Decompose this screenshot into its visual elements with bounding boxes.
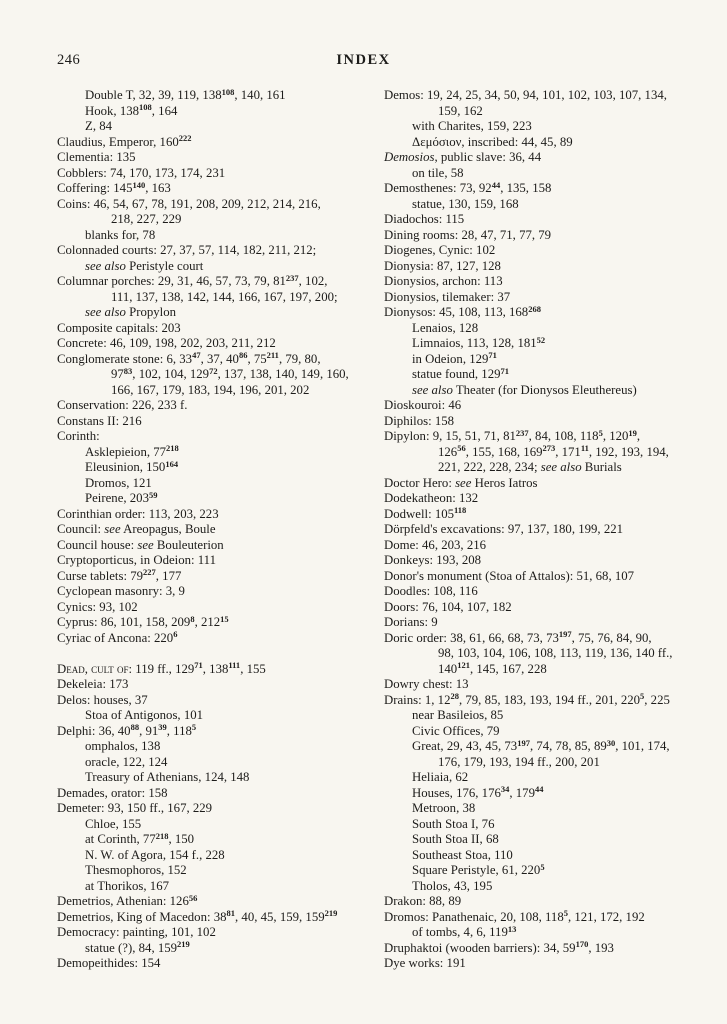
index-entry-line: Curse tablets: $79^{227}$, 177	[57, 567, 182, 583]
index-entry-line: Demetrios, King of Macedon: $38^{81}$, 40, 45, 159, $159^{219}$	[57, 908, 338, 924]
index-entry-line: Civic Offices, 79	[412, 723, 500, 738]
index-entry-line: 98, 103, 104, 106, 108, 113, 119, 136, 140 ff.,	[438, 646, 673, 660]
index-entry-line: Dionysia: 87, 127, 128	[384, 258, 501, 273]
index-entry-line: Dionysos: 45, 108, 113, $168^{268}$	[384, 303, 541, 319]
index-entry-line: statue, 130, 159, 168	[412, 196, 519, 211]
index-entry-line: Peirene, $203^{59}$	[85, 489, 158, 505]
index-entry-line: Tholos, 43, 195	[412, 878, 493, 893]
index-entry-line: statue (?), 84, $159^{219}$	[85, 939, 190, 955]
footnote-superscript: 34	[500, 784, 510, 794]
footnote-superscript: 108	[139, 102, 152, 112]
footnote-superscript: 5	[640, 691, 645, 701]
index-entry-line: Dionysios, archon: 113	[384, 274, 503, 288]
index-entry-line: Diogenes, Cynic: 102	[384, 243, 496, 257]
index-entry-line: 218, 227, 229	[111, 212, 182, 226]
index-entry-line: 176, 179, 193, 194 ff., 200, 201	[438, 754, 600, 769]
index-entry-line: Chloe, 155	[85, 816, 142, 831]
footnote-superscript: 140	[132, 179, 146, 190]
index-entry-line: Demos: 19, 24, 25, 34, 50, 94, 101, 102, 103, 107, 134,	[384, 88, 667, 102]
index-entry-line: Cobblers: 74, 170, 173, 174, 231	[57, 165, 226, 180]
index-entry-line: see also Peristyle court	[85, 258, 204, 273]
page-title: INDEX	[336, 52, 391, 68]
index-entry-line: in Odeion, $129^{71}$	[412, 350, 497, 366]
index-entry-line: Houses, 176, $176^{34}$, $179^{44}$	[412, 784, 544, 800]
index-entry-line: see also Propylon	[85, 305, 177, 319]
footnote-superscript: 56	[457, 443, 466, 453]
index-entry-line: Dörpfeld's excavations: 97, 137, 180, 199, 221	[384, 522, 624, 536]
index-entry-line: $97^{83}$, 102, 104, $129^{72}$, 137, 138, 140, 149, 160,	[111, 365, 349, 381]
index-entry-line: Limnaios, 113, 128, $181^{52}$	[412, 334, 546, 350]
index-entry-line: Dodwell: $105^{118}$	[384, 505, 467, 521]
footnote-superscript: 218	[166, 443, 179, 453]
index-entry-line: Demosios, public slave: 36, 44	[384, 150, 542, 164]
index-entry-line: blanks for, 78	[85, 227, 156, 242]
index-column-right	[384, 88, 699, 972]
footnote-superscript: 44	[534, 784, 544, 794]
index-entry-line: $126^{56}$, 155, 168, $169^{273}$, $171^{11}$, 192, 193, 194,	[438, 443, 669, 459]
index-entry-line: Dromos: Panathenaic, 20, 108, $118^5$, 121, 172, 192	[384, 908, 645, 924]
index-entry-line: Dome: 46, 203, 216	[384, 537, 487, 552]
footnote-superscript: 197	[558, 629, 572, 639]
index-entry-line: Demades, orator: 158	[57, 785, 168, 800]
index-columns	[57, 88, 699, 972]
footnote-superscript: 219	[324, 908, 338, 918]
index-entry-line: Corinthian order: 113, 203, 223	[57, 506, 219, 521]
index-entry-line: Dioskouroi: 46	[384, 398, 462, 412]
footnote-superscript: 170	[575, 939, 589, 949]
footnote-superscript: 121	[457, 660, 470, 670]
index-entry-line: Heliaia, 62	[412, 770, 469, 784]
italic-text: see	[104, 522, 121, 536]
index-entry-line: Stoa of Antigonos, 101	[85, 708, 204, 722]
index-entry-line: Doors: 76, 104, 107, 182	[384, 599, 512, 614]
footnote-superscript: 88	[130, 722, 140, 732]
footnote-superscript: 218	[155, 830, 169, 841]
index-column-left	[57, 88, 372, 972]
footnote-superscript: 237	[285, 272, 299, 283]
index-entry-line: Demosthenes: 73, $92^{44}$, 135, 158	[384, 179, 552, 195]
footnote-superscript: 11	[580, 443, 589, 453]
page-header	[0, 52, 727, 72]
index-entry-line: Diadochos: 115	[384, 212, 465, 226]
italic-text: see	[137, 537, 154, 552]
index-entry-line: Diphilos: 158	[384, 413, 455, 428]
index-entry-line: Clementia: 135	[57, 150, 136, 164]
italic-text: see also	[85, 258, 126, 273]
index-entry-line: Conservation: 226, 233 f.	[57, 398, 188, 412]
index-entry-line: of tombs, 4, 6, $119^{13}$	[412, 923, 517, 939]
index-entry-line: $140^{121}$, 145, 167, 228	[438, 660, 547, 676]
index-entry-line: Donor's monument (Stoa of Attalos): 51, 68, 107	[384, 568, 635, 583]
index-entry-line: Cyprus: 86, 101, 158, $209^8$, $212^{15}$	[57, 613, 229, 629]
footnote-superscript: 211	[266, 350, 279, 360]
index-entry-line: Claudius, Emperor, $160^{222}$	[57, 133, 192, 149]
footnote-superscript: 6	[173, 629, 178, 639]
footnote-superscript: 273	[542, 443, 556, 453]
index-entry-line: Columnar porches: 29, 31, 46, 57, 73, 79, $81^{237}$, 102,	[57, 272, 328, 288]
footnote-superscript: 19	[628, 427, 637, 438]
index-entry-line: Cynics: 93, 102	[57, 599, 138, 614]
index-entry-line: Cryptoporticus, in Odeion: 111	[57, 553, 216, 567]
index-entry-line: 111, 137, 138, 142, 144, 166, 167, 197, 200;	[111, 289, 338, 304]
footnote-superscript: 30	[606, 737, 616, 748]
footnote-superscript: 71	[194, 660, 203, 670]
footnote-superscript: 268	[528, 303, 541, 314]
index-entry-line: Lenaios, 128	[412, 320, 479, 335]
index-entry-line: omphalos, 138	[85, 739, 161, 753]
index-entry-line: Square Peristyle, 61, $220^5$	[412, 861, 545, 877]
footnote-superscript: 44	[491, 179, 501, 190]
footnote-superscript: 13	[507, 923, 517, 934]
footnote-superscript: 47	[192, 350, 201, 360]
footnote-superscript: 72	[209, 365, 218, 376]
italic-text: see	[455, 475, 472, 490]
index-entry-line: at Corinth, $77^{218}$, 150	[85, 830, 195, 846]
index-entry-line: Dowry chest: 13	[384, 677, 469, 691]
index-entry-line: Druphaktoi (wooden barriers): 34, $59^{170}$, 193	[384, 939, 614, 955]
footnote-superscript: 5	[191, 722, 197, 732]
index-entry-line: Great, 29, 43, 45, $73^{197}$, 74, 78, 85, $89^{30}$, 101, 174,	[412, 737, 670, 753]
footnote-superscript: 71	[500, 365, 509, 376]
index-entry-line: Southeast Stoa, 110	[412, 847, 513, 862]
index-entry-line: Doric order: 38, 61, 66, 68, 73, $73^{197}$, 75, 76, 84, 90,	[384, 629, 652, 645]
index-entry-line: Delos: houses, 37	[57, 692, 148, 707]
index-entry-line: Coins: 46, 54, 67, 78, 191, 208, 209, 212, 214, 216,	[57, 196, 321, 211]
index-entry-line: Delphi: 36, $40^{88}$, $91^{39}$, $118^5$	[57, 722, 197, 738]
footnote-superscript: 222	[178, 133, 192, 143]
index-entry-line: Concrete: 46, 109, 198, 202, 203, 211, 212	[57, 336, 276, 350]
index-entry-line: Z, 84	[85, 119, 113, 133]
footnote-superscript: 39	[158, 722, 167, 732]
index-entry-line: Doodles: 108, 116	[384, 584, 478, 598]
index-entry-line: N. W. of Agora, 154 f., 228	[85, 847, 225, 862]
footnote-superscript: 8	[190, 613, 195, 624]
index-entry-line: on tile, 58	[412, 165, 464, 180]
index-entry-line: statue found, $129^{71}$	[412, 365, 509, 381]
index-entry-line: Asklepieion, $77^{218}$	[85, 443, 179, 459]
index-entry-line: Conglomerate stone: 6, $33^{47}$, 37, $40^{86}$, $75^{211}$, 79, 80,	[57, 350, 321, 366]
index-entry-line: Drakon: 88, 89	[384, 894, 462, 908]
index-entry-line: Dead, cult of: 119 ff., $129^{71}$, $138^{111}$, 155	[57, 660, 266, 676]
index-entry-line: Council: see Areopagus, Boule	[57, 522, 216, 536]
index-entry-line: with Charites, 159, 223	[412, 119, 532, 133]
index-entry-line: Drains: 1, $12^{28}$, 79, 85, 183, 193, 194 ff., 201, $220^5$, 225	[384, 691, 670, 707]
index-entry-line: Dodekatheon: 132	[384, 491, 479, 505]
footnote-superscript: 5	[598, 427, 603, 438]
index-entry-line: Dye works: 191	[384, 956, 466, 970]
footnote-superscript: 52	[536, 334, 546, 345]
italic-text: see also	[85, 305, 126, 319]
index-entry-line: Demetrios, Athenian: $126^{56}$	[57, 892, 198, 908]
index-entry-line: Thesmophoros, 152	[85, 863, 187, 877]
italic-text: see also	[412, 382, 453, 397]
footnote-superscript: 219	[177, 939, 190, 949]
footnote-superscript: 83	[123, 365, 133, 376]
index-entry-line: Dionysios, tilemaker: 37	[384, 289, 511, 304]
index-entry-line: Double T, 32, 39, 119, $138^{108}$, 140, 161	[85, 86, 286, 102]
footnote-superscript: 237	[515, 427, 529, 438]
index-entry-line: Dromos, 121	[85, 475, 152, 490]
italic-text: see also	[540, 460, 582, 474]
footnote-superscript: 164	[165, 458, 179, 469]
index-entry-line: Metroon, 38	[412, 801, 476, 815]
index-entry-line: Composite capitals: 203	[57, 320, 181, 335]
footnote-superscript: 15	[220, 613, 229, 624]
index-entry-line: Cyriac of Ancona: $220^6$	[57, 629, 178, 645]
footnote-superscript: 108	[221, 86, 235, 97]
index-entry-line: near Basileios, 85	[412, 708, 504, 722]
index-entry-line: South Stoa II, 68	[412, 832, 499, 846]
footnote-superscript: 71	[488, 350, 497, 360]
index-entry-line: Doctor Hero: see Heros Iatros	[384, 475, 538, 490]
footnote-superscript: 5	[563, 908, 568, 918]
index-entry-line: Dekeleia: 173	[57, 677, 129, 691]
smallcaps-text: Dead, cult of	[57, 661, 129, 676]
index-entry-line: South Stoa I, 76	[412, 816, 495, 831]
index-entry-line: 166, 167, 179, 183, 194, 196, 201, 202	[111, 382, 310, 397]
footnote-superscript: 28	[450, 691, 459, 701]
index-entry-line: Hook, $138^{108}$, 164	[85, 102, 178, 118]
footnote-superscript: 56	[188, 892, 198, 903]
page-number: 246	[57, 52, 81, 68]
footnote-superscript: 5	[540, 861, 545, 872]
index-entry-line: Dorians: 9	[384, 615, 438, 629]
index-entry-line: Cyclopean masonry: 3, 9	[57, 584, 185, 598]
index-entry-line: Coffering: $145^{140}$, 163	[57, 179, 171, 195]
index-entry-line: Colonnaded courts: 27, 37, 57, 114, 182, 211, 212;	[57, 243, 317, 257]
index-entry-line: Council house: see Bouleuterion	[57, 537, 224, 552]
index-entry-line: Dining rooms: 28, 47, 71, 77, 79	[384, 227, 552, 242]
footnote-superscript: 227	[143, 567, 156, 577]
footnote-superscript: 111	[228, 660, 241, 670]
index-entry-line: see also Theater (for Dionysos Eleuthereus)	[412, 382, 637, 397]
index-entry-line: Donkeys: 193, 208	[384, 553, 482, 567]
index-entry-line: Demeter: 93, 150 ff., 167, 229	[57, 801, 213, 815]
index-entry-line: Democracy: painting, 101, 102	[57, 925, 216, 939]
index-entry-line: Corinth:	[57, 429, 100, 443]
index-entry-line: oracle, 122, 124	[85, 754, 168, 769]
index-entry-line: 159, 162	[438, 103, 483, 118]
index-entry-line: Eleusinion, $150^{164}$	[85, 458, 179, 474]
index-entry-line: Treasury of Athenians, 124, 148	[85, 770, 250, 784]
index-entry-line: Δεμόσιον, inscribed: 44, 45, 89	[412, 134, 573, 149]
index-entry-line: at Thorikos, 167	[85, 878, 170, 893]
footnote-superscript: 59	[148, 489, 158, 500]
footnote-superscript: 81	[226, 908, 236, 918]
italic-text: Demosios	[384, 150, 435, 164]
index-entry-line: Demopeithides: 154	[57, 956, 161, 970]
index-entry-line: Dipylon: 9, 15, 51, 71, $81^{237}$, 84, 108, $118^5$, $120^{19}$,	[384, 427, 641, 443]
index-entry-line: 221, 222, 228, 234; see also Burials	[438, 460, 622, 474]
footnote-superscript: 86	[238, 350, 248, 360]
footnote-superscript: 118	[454, 505, 467, 515]
footnote-superscript: 197	[517, 737, 530, 748]
section-gap	[57, 646, 372, 662]
index-entry-line: Constans II: 216	[57, 413, 142, 428]
